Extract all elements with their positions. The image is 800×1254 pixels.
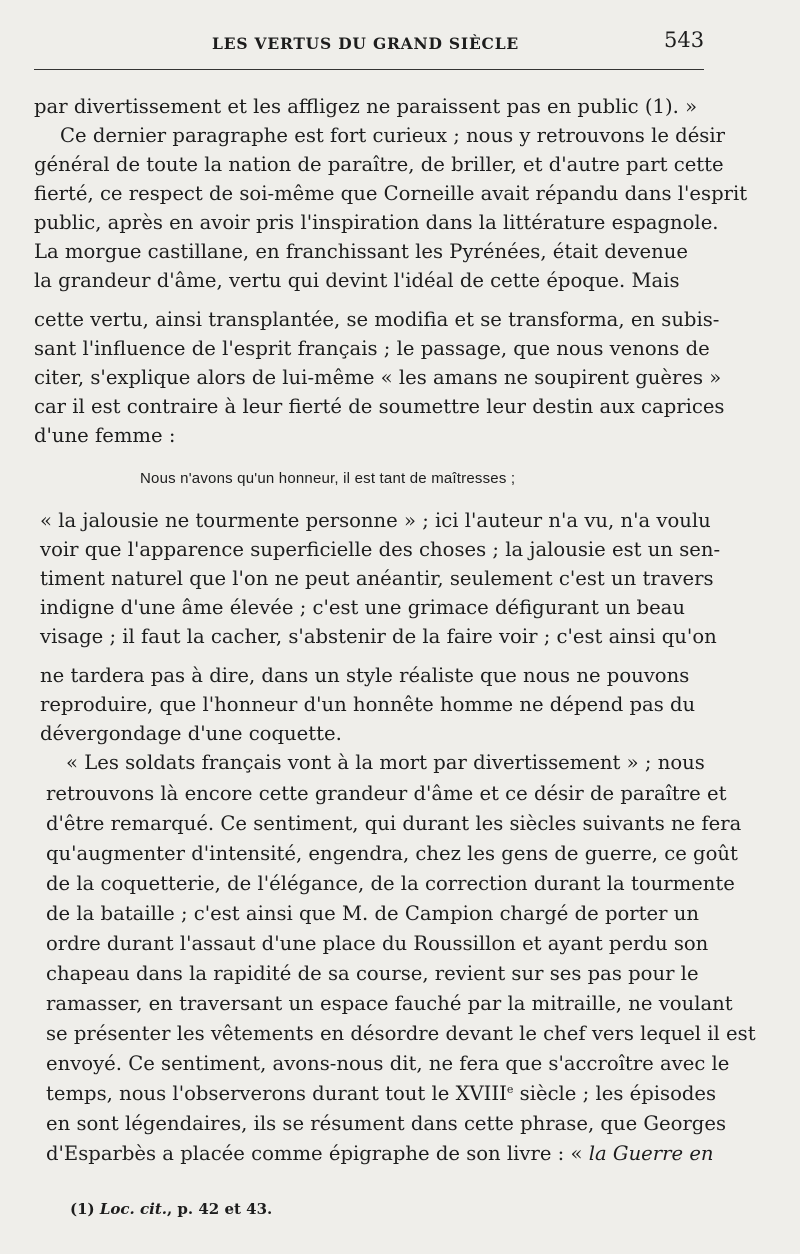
text-run: temps, nous l'observerons durant tout le XVIII — [46, 1082, 507, 1105]
footnote-citation: Loc. cit. — [99, 1200, 167, 1218]
footnote-pages: , p. 42 et 43. — [166, 1200, 273, 1218]
text-line — [46, 1144, 714, 1164]
text-line: d'une femme : — [34, 424, 176, 447]
text-line: « la jalousie ne tourmente personne » ; ici l'auteur n'a vu, n'a voulu — [40, 509, 711, 532]
text-line: ordre durant l'assaut d'une place du Roussillon et ayant perdu son — [46, 932, 709, 955]
text-line: fierté, ce respect de soi-même que Corneille avait répandu dans l'esprit — [34, 182, 748, 205]
text-line: indigne d'une âme élevée ; c'est une grimace défigurant un beau — [40, 596, 685, 619]
text-line: général de toute la nation de paraître, de briller, et d'autre part cette — [34, 153, 724, 176]
text-line: La morgue castillane, en franchissant les Pyrénées, était devenue — [34, 240, 688, 263]
century-superscript: e — [506, 1083, 514, 1096]
header-rule — [34, 69, 704, 70]
text-line: ne tardera pas à dire, dans un style réaliste que nous ne pouvons — [40, 664, 690, 687]
footnote — [70, 1200, 272, 1218]
text-line — [46, 1084, 716, 1104]
footnote-marker: (1) — [70, 1200, 100, 1218]
text-line: car il est contraire à leur fierté de soumettre leur destin aux caprices — [34, 395, 725, 418]
text-line: citer, s'explique alors de lui-même « les amans ne soupirent guères » — [34, 366, 722, 389]
running-title: LES VERTUS DU GRAND SIÈCLE — [212, 34, 520, 53]
page-number: 543 — [664, 28, 705, 52]
text-line: qu'augmenter d'intensité, engendra, chez les gens de guerre, ce goût — [46, 842, 738, 865]
text-line: dévergondage d'une coquette. — [40, 722, 342, 745]
text-run: siècle ; les épisodes — [513, 1082, 717, 1105]
text-run: d'Esparbès a placée comme épigraphe de son livre : « — [46, 1142, 589, 1165]
text-line: sant l'influence de l'esprit français ; le passage, que nous venons de — [34, 337, 710, 360]
text-line: envoyé. Ce sentiment, avons-nous dit, ne fera que s'accroître avec le — [46, 1052, 730, 1075]
text-line: « Les soldats français vont à la mort par divertissement » ; nous — [66, 751, 705, 774]
page-header — [0, 26, 800, 62]
text-line: de la coquetterie, de l'élégance, de la correction durant la tourmente — [46, 872, 735, 895]
text-line: visage ; il faut la cacher, s'abstenir de la faire voir ; c'est ainsi qu'on — [40, 625, 717, 648]
text-line: reproduire, que l'honneur d'un honnête homme ne dépend pas du — [40, 693, 696, 716]
text-line: en sont légendaires, ils se résument dans cette phrase, que Georges — [46, 1112, 727, 1135]
text-line: ramasser, en traversant un espace fauché par la mitraille, ne voulant — [46, 992, 733, 1015]
text-line: chapeau dans la rapidité de sa course, revient sur ses pas pour le — [46, 962, 699, 985]
verse-quote: Nous n'avons qu'un honneur, il est tant de maîtresses ; — [140, 470, 516, 487]
text-line: de la bataille ; c'est ainsi que M. de Campion chargé de porter un — [46, 902, 699, 925]
text-line: voir que l'apparence superficielle des choses ; la jalousie est un sen- — [40, 538, 721, 561]
text-line: d'être remarqué. Ce sentiment, qui durant les siècles suivants ne fera — [46, 812, 742, 835]
text-line: par divertissement et les affligez ne paraissent pas en public (1). » — [34, 95, 698, 118]
text-line: retrouvons là encore cette grandeur d'âme et ce désir de paraître et — [46, 782, 727, 805]
text-line: se présenter les vêtements en désordre devant le chef vers lequel il est — [46, 1022, 756, 1045]
text-line: Ce dernier paragraphe est fort curieux ; nous y retrouvons le désir — [60, 124, 725, 147]
text-line: la grandeur d'âme, vertu qui devint l'idéal de cette époque. Mais — [34, 269, 680, 292]
text-line: public, après en avoir pris l'inspiration dans la littérature espagnole. — [34, 211, 719, 234]
text-line: cette vertu, ainsi transplantée, se modifia et se transforma, en subis- — [34, 308, 720, 331]
text-line: timent naturel que l'on ne peut anéantir, seulement c'est un travers — [40, 567, 714, 590]
italic-quote: la Guerre en — [588, 1142, 714, 1165]
